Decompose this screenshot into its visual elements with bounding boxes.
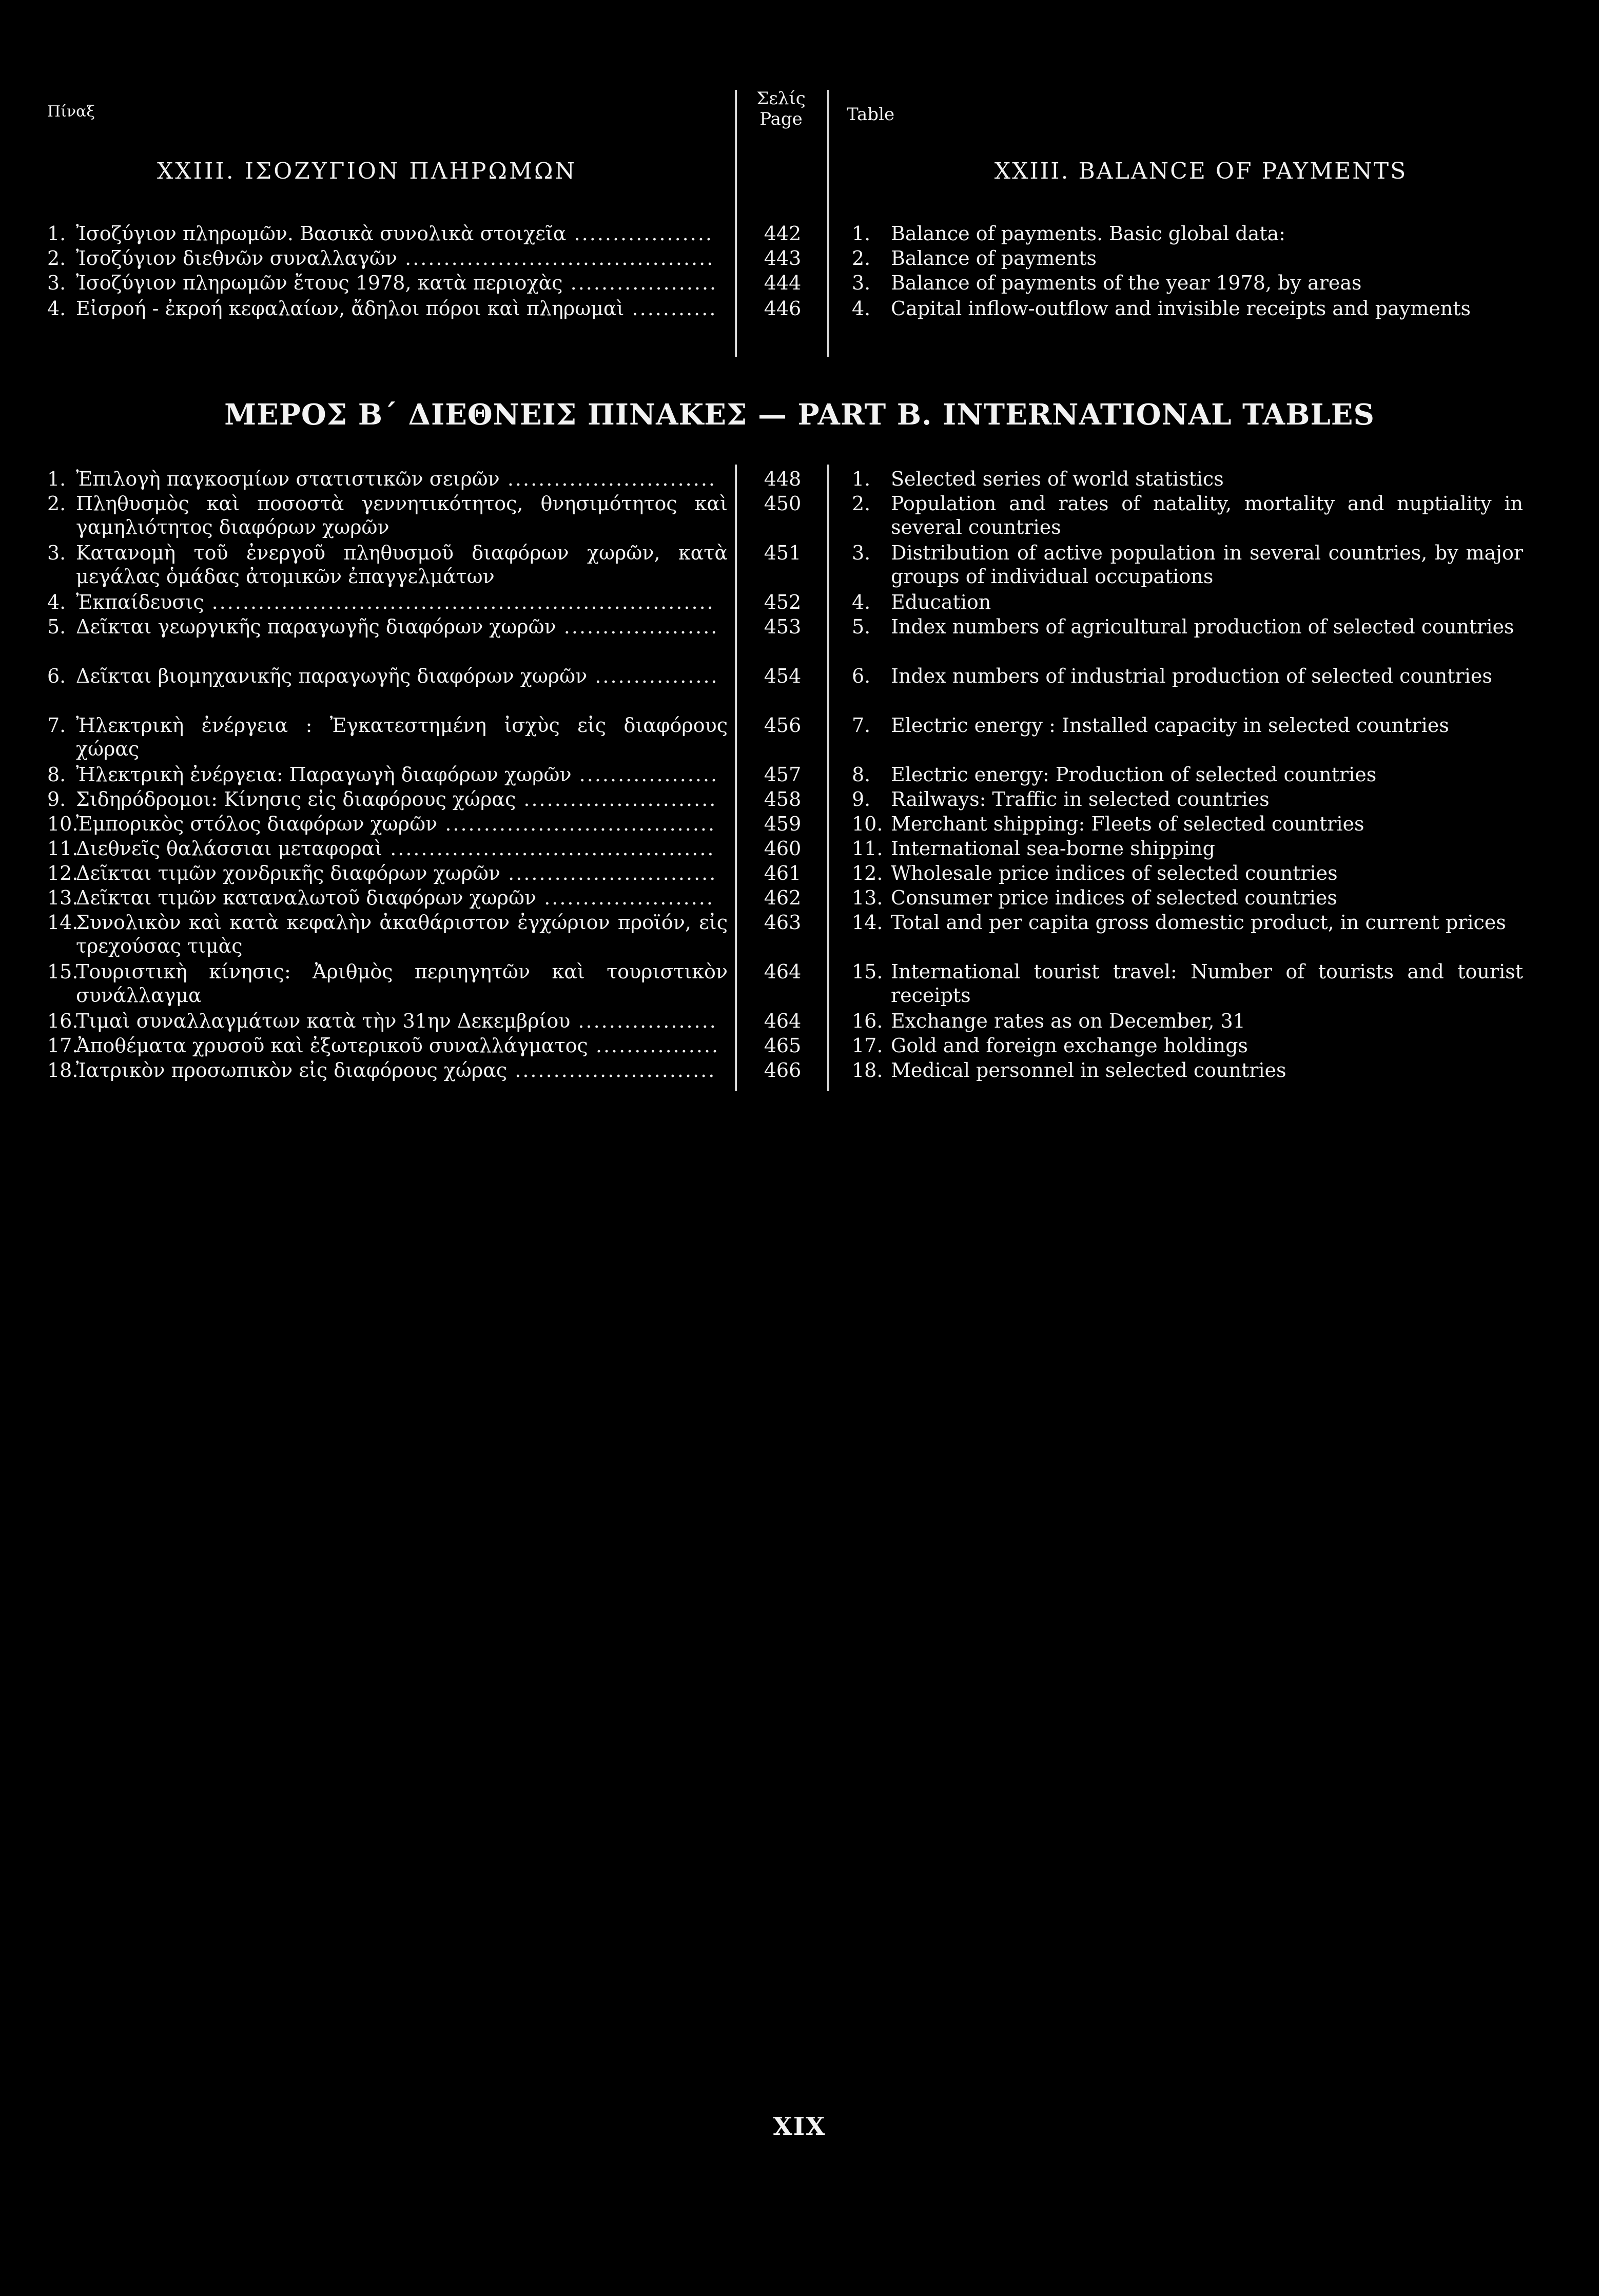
english-item-title: Medical personnel in selected countries [891,1059,1286,1082]
english-item-number: 1. [852,468,871,490]
english-item-title: Balance of payments of the year 1978, by areas [891,272,1362,294]
english-item-number: 17. [852,1034,883,1057]
greek-item-number: 1. [47,468,66,490]
greek-item-title: Ἰσοζύγιον πληρωμῶν ἔτους 1978, κατὰ περιοχὰς ................... [76,272,718,294]
english-item-title: Selected series of world statistics [891,468,1224,490]
greek-item-title: Ἐκπαίδευσις ................................................................. [76,591,715,613]
english-item-title: International tourist travel: Number of tourists and tourist receipts [891,960,1523,1007]
greek-item-title: Δεῖκται τιμῶν καταναλωτοῦ διαφόρων χωρῶν ...................... [76,886,714,909]
english-item-number: 13. [852,886,883,909]
english-item-number: 8. [852,763,871,786]
greek-item-title: Ἰσοζύγιον διεθνῶν συναλλαγῶν ........................................ [76,247,715,269]
part-b-title: ΜΕΡΟΣ Β΄ ΔΙΕΘΝΕΙΣ ΠΙΝΑΚΕΣ — PART B. INTERNATIONAL TABLES [224,398,1375,432]
header-table-label-gr: Πίναξ [47,103,95,121]
leader-dots: .......................................... [382,837,715,860]
english-item-number: 3. [852,272,871,294]
english-item-number: 6. [852,665,871,687]
leader-dots: ................................... [437,813,716,835]
page-number-cell: 454 [764,665,802,687]
greek-item-title: Δεῖκται γεωργικῆς παραγωγῆς διαφόρων χωρῶν .................... [76,615,719,638]
greek-item-number: 2. [47,247,66,269]
english-item-title: Index numbers of industrial production of selected countries [891,665,1492,687]
greek-item-number: 2. [47,492,66,515]
greek-item-title: Ἐπιλογὴ παγκοσμίων στατιστικῶν σειρῶν ........................... [76,468,716,490]
english-item-title: Electric energy: Production of selected countries [891,763,1377,786]
greek-item-title: Συνολικὸν καὶ κατὰ κεφαλὴν ἀκαθάριστον ἐγχώριον προϊόν, εἰς τρεχούσας τιμὰς [76,911,728,957]
english-item-number: 1. [852,222,871,245]
english-item-title: International sea-borne shipping [891,837,1215,860]
header-page-label-gr: Σελίς [756,88,806,109]
english-item-title: Population and rates of natality, mortality and nuptiality in several countries [891,492,1523,538]
page-number-cell: 461 [764,862,802,884]
leader-dots: ................ [587,665,719,687]
greek-item-title: Πληθυσμὸς καὶ ποσοστὰ γεννητικότητος, θνησιμότητος καὶ γαμηλιότητος διαφόρων χωρῶν [76,492,728,538]
page-number-cell: 465 [764,1034,802,1057]
page-number-cell: 442 [764,222,802,245]
greek-item-title: Τιμαὶ συναλλαγμάτων κατὰ τὴν 31ην Δεκεμβρίου .................. [76,1010,717,1032]
greek-item-title: Εἰσροή - ἐκροή κεφαλαίων, ἄδηλοι πόροι καὶ πληρωμαὶ ........... [76,297,717,320]
partb-column-rule-right [827,465,829,1091]
page-number-cell: 458 [764,788,802,811]
greek-item-number: 17. [47,1034,79,1057]
leader-dots: ................................................................. [204,591,715,613]
page-number-cell: 462 [764,886,802,909]
greek-item-number: 5. [47,615,66,638]
page-number-cell: 450 [764,492,802,515]
page-number-cell: 466 [764,1059,802,1082]
english-item-title: Balance of payments. Basic global data: [891,222,1285,245]
greek-item-number: 11. [47,837,79,860]
page-column-rule-right [827,90,829,357]
english-item-number: 18. [852,1059,883,1082]
page-number-cell: 448 [764,468,802,490]
page-number-cell: 452 [764,591,802,613]
page-number-cell: 463 [764,911,802,934]
greek-item-number: 13. [47,886,79,909]
greek-item-number: 14. [47,911,79,934]
leader-dots: ........................... [499,468,716,490]
page-column-rule-left [735,90,737,357]
english-item-number: 10. [852,813,883,835]
english-item-number: 4. [852,591,871,613]
page-number-cell: 443 [764,247,802,269]
page-number-cell: 464 [764,1010,802,1032]
leader-dots: .......................... [507,1059,716,1082]
english-item-number: 15. [852,960,883,983]
greek-item-number: 8. [47,763,66,786]
greek-item-title: Δεῖκται βιομηχανικῆς παραγωγῆς διαφόρων χωρῶν ................ [76,665,719,687]
page-number-cell: 451 [764,542,802,564]
greek-item-number: 1. [47,222,66,245]
greek-item-title: Ἰατρικὸν προσωπικὸν εἰς διαφόρους χώρας .......................... [76,1059,716,1082]
leader-dots: .................... [556,615,719,638]
english-item-title: Railways: Traffic in selected countries [891,788,1270,811]
english-item-number: 4. [852,297,871,320]
greek-item-title: Ἰσοζύγιον πληρωμῶν. Βασικὰ συνολικὰ στοιχεῖα .................. [76,222,714,245]
page-number-cell: 456 [764,714,802,737]
leader-dots: ...................... [536,886,714,909]
page-number-cell: 459 [764,813,802,835]
page-number-cell: 453 [764,615,802,638]
greek-item-number: 4. [47,297,66,320]
greek-item-title: Διεθνεῖς θαλάσσιαι μεταφοραὶ .......................................... [76,837,715,860]
leader-dots: ................ [588,1034,720,1057]
page-number-cell: 444 [764,272,802,294]
greek-item-number: 10. [47,813,79,835]
greek-item-title: Κατανομὴ τοῦ ἐνεργοῦ πληθυσμοῦ διαφόρων χωρῶν, κατὰ μεγάλας ὁμάδας ἀτομικῶν ἐπαγγελμάτων [76,542,728,588]
leader-dots: .................. [566,222,714,245]
english-item-title: Wholesale price indices of selected countries [891,862,1338,884]
english-item-number: 3. [852,542,871,564]
leader-dots: ........................................ [397,247,715,269]
english-item-title: Consumer price indices of selected countries [891,886,1337,909]
english-item-title: Total and per capita gross domestic product, in current prices [891,911,1506,934]
greek-item-number: 15. [47,960,79,983]
english-item-number: 5. [852,615,871,638]
english-item-title: Gold and foreign exchange holdings [891,1034,1248,1057]
page-number-cell: 457 [764,763,802,786]
greek-item-title: Ἠλεκτρικὴ ἐνέργεια: Παραγωγὴ διαφόρων χωρῶν .................. [76,763,719,786]
english-item-title: Index numbers of agricultural production of selected countries [891,615,1514,638]
english-item-number: 14. [852,911,883,934]
greek-item-number: 16. [47,1010,79,1032]
greek-item-number: 3. [47,272,66,294]
greek-item-number: 4. [47,591,66,613]
english-item-number: 16. [852,1010,883,1032]
english-item-number: 11. [852,837,883,860]
header-table-label-en: Table [847,104,895,125]
greek-item-title: Ἠλεκτρικὴ ἐνέργεια : Ἐγκατεστημένη ἰσχὺς εἰς διαφόρους χώρας [76,714,728,760]
section-title-en: XXIII. BALANCE OF PAYMENTS [994,158,1408,184]
english-item-title: Capital inflow-outflow and invisible receipts and payments [891,297,1471,320]
english-item-number: 2. [852,247,871,269]
page-number-cell: 460 [764,837,802,860]
greek-item-number: 12. [47,862,79,884]
leader-dots: ......................... [516,788,717,811]
english-item-title: Merchant shipping: Fleets of selected countries [891,813,1364,835]
greek-item-title: Τουριστικὴ κίνησις: Ἀριθμὸς περιηγητῶν καὶ τουριστικὸν συνάλλαγμα [76,960,728,1007]
header-page-label-en: Page [759,109,803,129]
english-item-number: 2. [852,492,871,515]
greek-item-title: Σιδηρόδρομοι: Κίνησις εἰς διαφόρους χώρας ......................... [76,788,717,811]
leader-dots: .................. [570,1010,717,1032]
page-number: XIX [773,2112,826,2141]
partb-column-rule-left [735,465,737,1091]
greek-item-number: 6. [47,665,66,687]
english-item-title: Education [891,591,991,613]
english-item-number: 9. [852,788,871,811]
english-item-number: 12. [852,862,883,884]
page-number-cell: 446 [764,297,802,320]
greek-item-title: Ἐμπορικὸς στόλος διαφόρων χωρῶν ................................... [76,813,716,835]
page-number-cell: 464 [764,960,802,983]
english-item-title: Electric energy : Installed capacity in selected countries [891,714,1449,737]
english-item-number: 7. [852,714,871,737]
header-page-label [750,88,812,129]
greek-item-title: Δεῖκται τιμῶν χονδρικῆς διαφόρων χωρῶν ........................... [76,862,717,884]
greek-item-number: 18. [47,1059,79,1082]
greek-item-title: Ἀποθέματα χρυσοῦ καὶ ἐξωτερικοῦ συναλλάγματος ................ [76,1034,720,1057]
leader-dots: ........... [624,297,717,320]
leader-dots: ........................... [500,862,717,884]
greek-item-number: 7. [47,714,66,737]
section-title-gr: XXIII. ΙΣΟΖΥΓΙΟΝ ΠΛΗΡΩΜΩΝ [157,158,577,184]
leader-dots: ................... [562,272,718,294]
leader-dots: .................. [571,763,719,786]
english-item-title: Balance of payments [891,247,1097,269]
english-item-title: Exchange rates as on December, 31 [891,1010,1245,1032]
greek-item-number: 3. [47,542,66,564]
greek-item-number: 9. [47,788,66,811]
english-item-title: Distribution of active population in several countries, by major groups of individual occupations [891,542,1523,588]
